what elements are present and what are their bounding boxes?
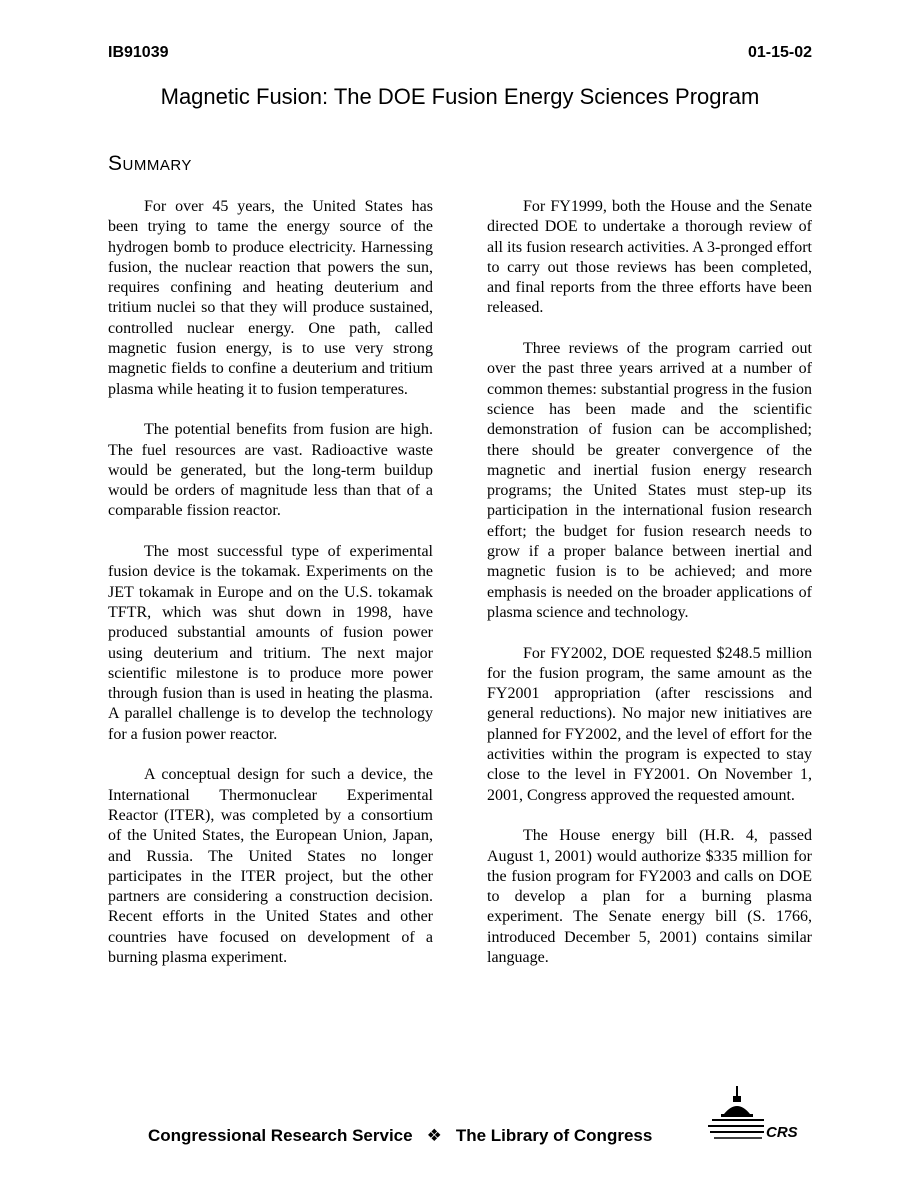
diamond-separator-icon: ❖ — [426, 1126, 442, 1145]
paragraph: The most successful type of experimental fusion device is the tokamak. Experiments on the JET tokamak in Europe and on the U.S. tokamak TFTR, which was shut down in 1998, have produced substantial amounts of fusion power using deuterium and tritium. The next major scientific milestone is to produce more power through fusion than is used in heating the plasma. A parallel challenge is to develop the technology for a fusion power reactor. — [108, 543, 433, 743]
paragraph: For FY2002, DOE requested $248.5 million for the fusion program, the same amount as the FY2001 appropriation (after rescissions and general reductions). No major new initiatives are planned for FY2002, and the level of effort for the activities within the program is expected to stay close to the level in FY2001. On November 1, 2001, Congress approved the requested amount. — [487, 644, 812, 804]
paragraph: For FY1999, both the House and the Senate directed DOE to undertake a thorough review of all its fusion research activities. A 3-pronged effort to carry out those reviews has been completed, and final reports from the three efforts have been released. — [487, 198, 812, 317]
footer-crs-label: Congressional Research Service — [148, 1126, 413, 1145]
page-title: Magnetic Fusion: The DOE Fusion Energy Sciences Program — [160, 84, 760, 109]
section-heading: Summary — [108, 152, 192, 175]
crs-logo-text: CRS — [766, 1124, 798, 1141]
paragraph: The potential benefits from fusion are high. The fuel resources are vast. Radioactive waste would be generated, but the long-term buildup would be orders of magnitude less than that of a comparable fission reactor. — [108, 421, 433, 520]
footer-library-label: The Library of Congress — [455, 1126, 653, 1145]
paragraph: Three reviews of the program carried out over the past three years arrived at a number of common themes: substantial progress in the fusion science has been made and the scientific demonstration of fusion can be accomplished; there should be greater convergence of the magnetic and inertial fusion energy research programs; the United States must step-up its participation in the international fusion research effort; the budget for fusion research needs to grow if a proper balance between inertial and magnetic fusion is to be achieved; and more emphasis is needed on the broader applications of plasma science and technology. — [487, 340, 812, 621]
paragraph: For over 45 years, the United States has been trying to tame the energy source of the hydrogen bomb to produce electricity. Harnessing fusion, the nuclear reaction that powers the sun, requires confining and heating deuterium and tritium nuclei so that they will produce sustained, controlled nuclear energy. One path, called magnetic fusion energy, is to use very strong magnetic fields to confine a deuterium and tritium plasma while heating it to fusion temperatures. — [108, 198, 433, 398]
right-column — [487, 197, 812, 989]
footer — [148, 1126, 652, 1146]
document-date: 01-15-02 — [747, 44, 812, 61]
left-column — [108, 197, 433, 989]
paragraph: A conceptual design for such a device, the International Thermonuclear Experimental Reactor (ITER), was completed by a consortium of the United States, the European Union, Japan, and Russia. The United States no longer participates in the ITER project, but the other partners are considering a construction decision. Recent efforts in the United States and other countries have focused on development of a burning plasma experiment. — [108, 766, 433, 966]
paragraph: The House energy bill (H.R. 4, passed August 1, 2001) would authorize $335 million for the fusion program for FY2003 and calls on DOE to develop a plan for a burning plasma experiment. The Senate energy bill (S. 1766, introduced December 5, 2001) contains similar language. — [487, 827, 812, 966]
document-id: IB91039 — [108, 44, 169, 61]
